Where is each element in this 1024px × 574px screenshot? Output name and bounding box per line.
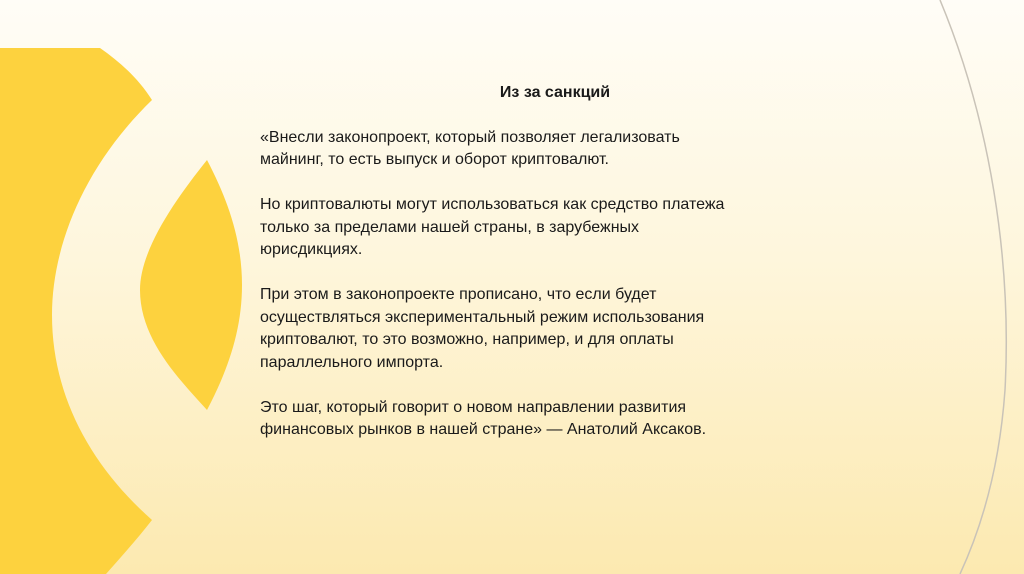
right-thin-arc — [940, 0, 1006, 574]
paragraph-1: «Внесли законопроект, который позволяет легализовать майнинг, то есть выпуск и оборот криптовалют. — [260, 128, 680, 168]
slide-text-block — [260, 80, 850, 464]
paragraph-3: При этом в законопроекте прописано, что если будет осуществляться экспериментальный режим использования криптовалют, то это возможно, например, и для оплаты параллельного импорта. — [260, 286, 705, 371]
slide-title: Из за санкций — [499, 84, 611, 101]
paragraph-2: Но криптовалюты могут использоваться как средство платежа только за пределами нашей страны, в зарубежных юрисдикциях. — [260, 196, 725, 258]
small-yellow-lens — [140, 160, 242, 410]
paragraph-4: Это шаг, который говорит о новом направлении развития финансовых рынков в нашей стране» — Анатолий Аксаков. — [260, 398, 707, 438]
large-yellow-crescent — [0, 48, 152, 574]
